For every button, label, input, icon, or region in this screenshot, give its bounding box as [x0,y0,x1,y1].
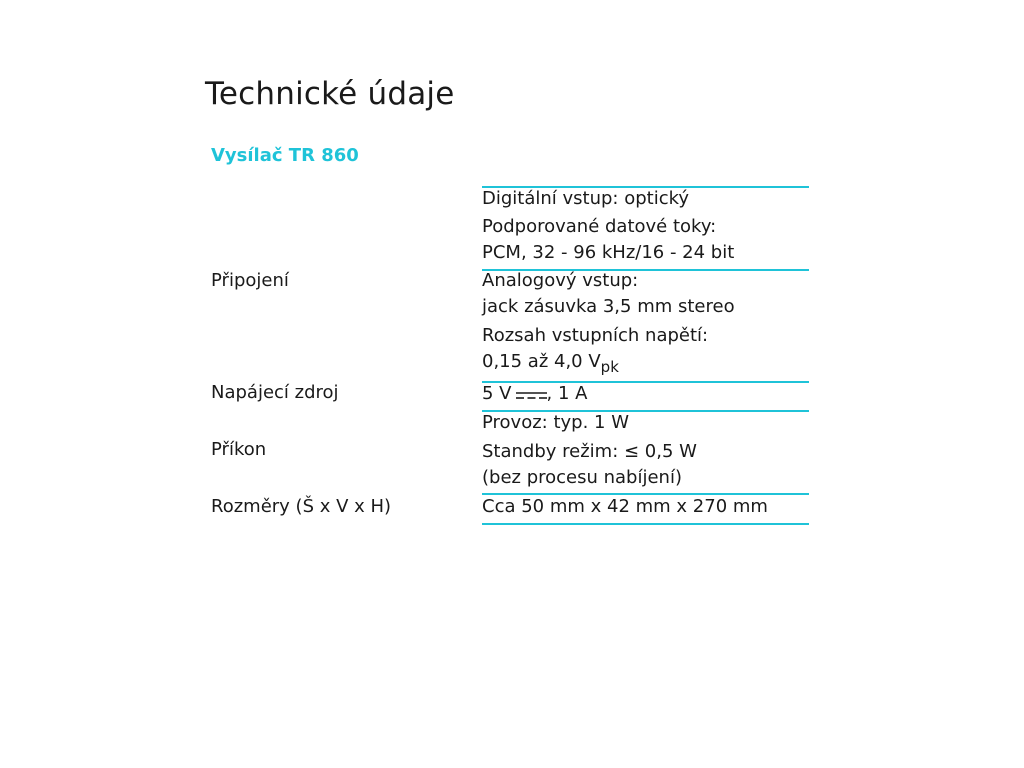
analog-input-heading: Analogový vstup: [482,270,639,291]
data-rates-heading: Podporované datové toky: [482,216,717,237]
analog-input-value: jack zásuvka 3,5 mm stereo [482,296,735,317]
power-standby-value: Standby režim: ≤ 0,5 W [482,441,697,462]
label-rozmery: Rozměry (Š x V x H) [211,496,392,517]
voltage-range-subscript: pk [600,358,619,376]
power-standby-note: (bez procesu nabíjení) [482,467,682,488]
dc-current-icon [516,390,547,400]
label-pripojeni: Připojení [211,270,289,291]
power-supply-value [482,381,587,407]
voltage-range-value [482,349,619,375]
power-supply-voltage: 5 V [482,383,512,404]
label-prikon: Příkon [211,439,267,460]
data-rates-value: PCM, 32 - 96 kHz/16 - 24 bit [482,242,735,263]
rule-bottom [482,523,809,525]
digital-input-value: Digitální vstup: optický [482,188,690,209]
label-napajeci-zdroj: Napájecí zdroj [211,382,339,403]
dimensions-value: Cca 50 mm x 42 mm x 270 mm [482,496,768,517]
voltage-range-number: 0,15 až 4,0 V [482,351,601,372]
power-supply-current: , 1 A [546,383,588,404]
power-operation-value: Provoz: typ. 1 W [482,412,630,433]
section-subtitle: Vysílač TR 860 [211,145,359,166]
page-title: Technické údaje [205,76,455,112]
voltage-range-heading: Rozsah vstupních napětí: [482,325,709,346]
